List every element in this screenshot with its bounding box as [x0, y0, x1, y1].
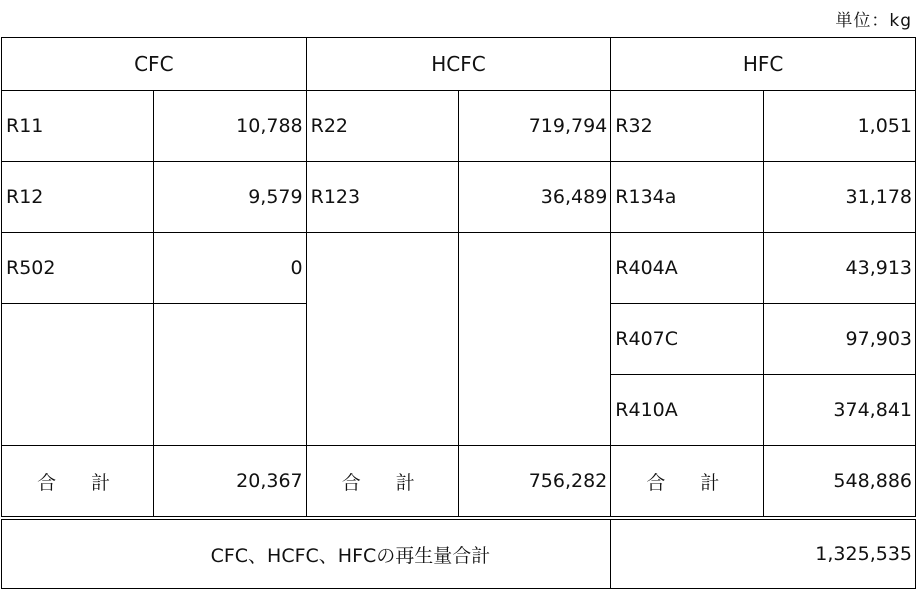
cfc-value: 0 [154, 233, 306, 304]
cfc-value: 10,788 [154, 91, 306, 162]
hfc-value: 374,841 [763, 375, 915, 446]
header-cfc: CFC [2, 38, 307, 91]
header-hfc: HFC [611, 38, 916, 91]
cfc-total-label: 合 計 [2, 446, 154, 519]
hfc-total-value: 548,886 [763, 446, 915, 519]
unit-label: 単位：kg [835, 11, 912, 31]
header-hcfc: HCFC [306, 38, 611, 91]
hfc-value: 97,903 [763, 304, 915, 375]
hfc-name: R134a [611, 162, 763, 233]
hcfc-value: 36,489 [458, 162, 610, 233]
hcfc-total-value: 756,282 [458, 446, 610, 519]
hfc-name: R410A [611, 375, 763, 446]
grand-total-value: 1,325,535 [611, 518, 916, 589]
table-row [2, 162, 916, 233]
hcfc-name: R22 [306, 91, 458, 162]
cfc-name: R12 [2, 162, 154, 233]
hcfc-name: R123 [306, 162, 458, 233]
hcfc-name-empty [306, 233, 458, 446]
table-row [2, 233, 916, 304]
hfc-name: R404A [611, 233, 763, 304]
hfc-name: R407C [611, 304, 763, 375]
cfc-name: R502 [2, 233, 154, 304]
cfc-name-empty [2, 304, 154, 446]
hfc-value: 1,051 [763, 91, 915, 162]
cfc-value-empty [154, 304, 306, 446]
grand-total-row [2, 518, 916, 589]
hcfc-value: 719,794 [458, 91, 610, 162]
hfc-value: 43,913 [763, 233, 915, 304]
table-row [2, 91, 916, 162]
hcfc-total-label: 合 計 [306, 446, 458, 519]
cfc-value: 9,579 [154, 162, 306, 233]
hfc-name: R32 [611, 91, 763, 162]
header-row [2, 38, 916, 91]
cfc-total-value: 20,367 [154, 446, 306, 519]
totals-row [2, 446, 916, 519]
hcfc-value-empty [458, 233, 610, 446]
grand-total-label: CFC、HCFC、HFCの再生量合計 [2, 518, 611, 589]
hfc-value: 31,178 [763, 162, 915, 233]
refrigerant-table [1, 37, 916, 589]
hfc-total-label: 合 計 [611, 446, 763, 519]
cfc-name: R11 [2, 91, 154, 162]
